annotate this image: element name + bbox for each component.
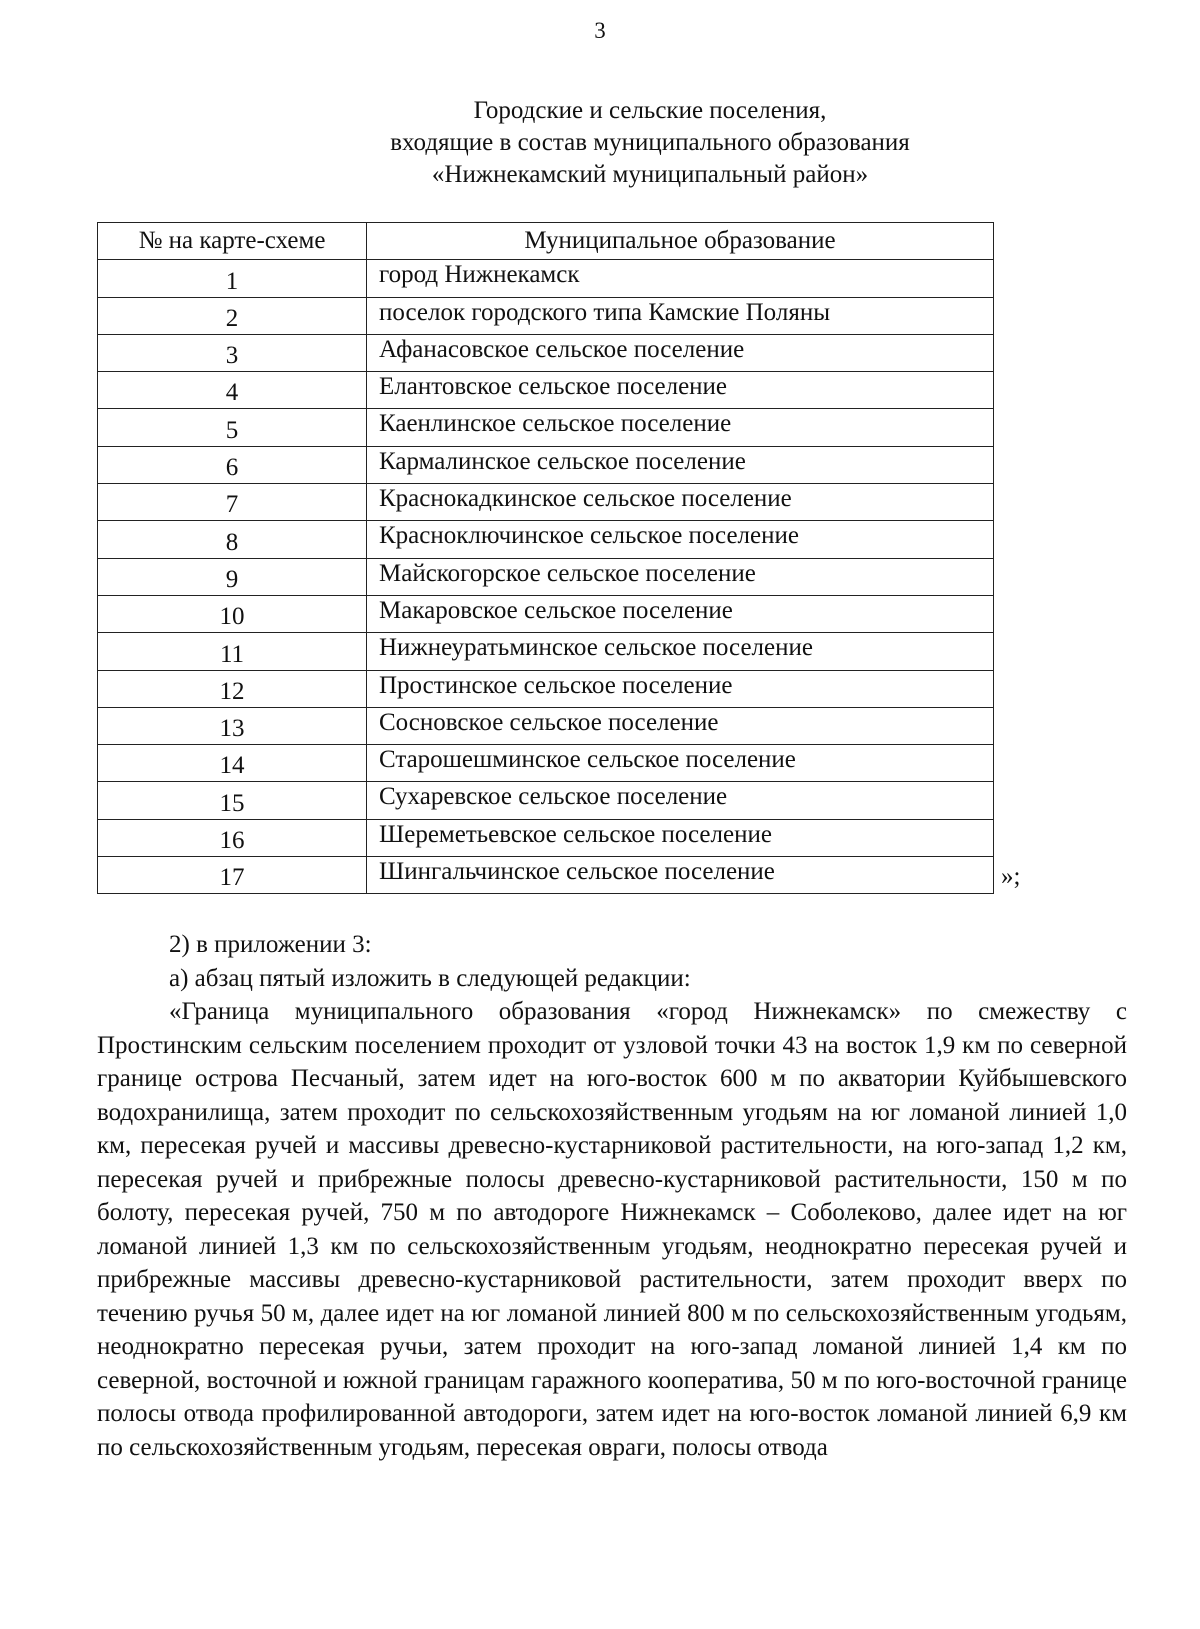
row-municipality: Сосновское сельское поселение xyxy=(367,707,994,744)
title-line-2: входящие в состав муниципального образования xyxy=(390,129,910,156)
row-number: 6 xyxy=(98,446,367,483)
row-number: 12 xyxy=(98,670,367,707)
table-row xyxy=(98,819,994,856)
row-municipality: Нижнеуратьминское сельское поселение xyxy=(367,633,994,670)
row-municipality: Красноключинское сельское поселение xyxy=(367,521,994,558)
table-row xyxy=(98,409,994,446)
row-number: 11 xyxy=(98,633,367,670)
row-municipality: город Нижнекамск xyxy=(367,260,994,297)
item-a: а) абзац пятый изложить в следующей редакции: xyxy=(169,964,691,992)
body-text xyxy=(97,928,1127,1464)
table-row xyxy=(98,558,994,595)
table-row xyxy=(98,707,994,744)
table-row xyxy=(98,670,994,707)
row-number: 1 xyxy=(98,260,367,297)
row-number: 7 xyxy=(98,484,367,521)
table-row xyxy=(98,446,994,483)
document-title xyxy=(150,95,1150,191)
table-row xyxy=(98,484,994,521)
row-municipality: Елантовское сельское поселение xyxy=(367,372,994,409)
row-municipality: Шингальчинское сельское поселение xyxy=(367,857,994,894)
settlements-table xyxy=(97,222,994,894)
item-2: 2) в приложении 3: xyxy=(169,931,372,958)
row-municipality: Сухаревское сельское поселение xyxy=(367,782,994,819)
row-municipality: поселок городского типа Камские Поляны xyxy=(367,297,994,334)
row-number: 3 xyxy=(98,334,367,371)
row-number: 17 xyxy=(98,857,367,894)
table-row xyxy=(98,857,994,894)
page-number: 3 xyxy=(594,18,606,43)
row-number: 16 xyxy=(98,819,367,856)
row-number: 10 xyxy=(98,595,367,632)
row-number: 9 xyxy=(98,558,367,595)
row-municipality: Шереметьевское сельское поселение xyxy=(367,819,994,856)
title-line-1: Городские и сельские поселения, xyxy=(473,97,827,124)
row-municipality: Простинское сельское поселение xyxy=(367,670,994,707)
row-municipality: Краснокадкинское сельское поселение xyxy=(367,484,994,521)
row-municipality: Кармалинское сельское поселение xyxy=(367,446,994,483)
table-row xyxy=(98,334,994,371)
table-row xyxy=(98,521,994,558)
table-row xyxy=(98,633,994,670)
row-number: 4 xyxy=(98,372,367,409)
row-municipality: Афанасовское сельское поселение xyxy=(367,334,994,371)
row-number: 14 xyxy=(98,745,367,782)
row-number: 13 xyxy=(98,707,367,744)
table-row xyxy=(98,595,994,632)
boundary-paragraph: «Граница муниципального образования «город Нижнекамск» по смежеству с Простинским сельским поселением проходит от узловой точки 43 на восток 1,9 км по северной границе острова Песчаный, затем идет на юго-восток 600 м по акватории Куйбышевского водохранилища, затем проходит по сельскохозяйственным угодьям на юг ломаной линией 1,0 км, пересекая ручей и массивы древесно-кустарниковой растительности, на юго-запад 1,2 км, пересекая ручей и прибрежные полосы древесно-кустарниковой растительности, 150 м по болоту, пересекая ручей, 750 м по автодороге Нижнекамск – Соболеково, далее идет на юг ломаной линией 1,3 км по сельскохозяйственным угодьям, неоднократно пересекая ручей и прибрежные массивы древесно-кустарниковой растительности, затем проходит вверх по течению ручья 50 м, далее идет на юг ломаной линией 800 м по сельскохозяйственным угодьям, неоднократно пересекая ручьи, затем проходит на юго-запад ломаной линией 1,4 км по северной, восточной и южной границам гаражного кооператива, 50 м по юго-восточной границе полосы отвода профилированной автодороги, затем идет на юго-восток ломаной линией 6,9 км по сельскохозяйственным угодьям, пересекая овраги, полосы отвода xyxy=(97,998,1127,1461)
title-line-3: «Нижнекамский муниципальный район» xyxy=(431,161,869,188)
table-closing-quote: »; xyxy=(1001,863,1021,890)
row-number: 5 xyxy=(98,409,367,446)
row-number: 8 xyxy=(98,521,367,558)
row-number: 2 xyxy=(98,297,367,334)
table-row xyxy=(98,372,994,409)
table-row xyxy=(98,297,994,334)
table-row xyxy=(98,782,994,819)
row-municipality: Старошешминское сельское поселение xyxy=(367,745,994,782)
row-municipality: Макаровское сельское поселение xyxy=(367,595,994,632)
row-municipality: Каенлинское сельское поселение xyxy=(367,409,994,446)
table-row xyxy=(98,745,994,782)
row-municipality: Майскогорское сельское поселение xyxy=(367,558,994,595)
header-municipality: Муниципальное образование xyxy=(367,223,994,260)
row-number: 15 xyxy=(98,782,367,819)
table-header-row xyxy=(98,223,994,260)
header-map-number: № на карте-схеме xyxy=(98,223,367,260)
table-row xyxy=(98,260,994,297)
